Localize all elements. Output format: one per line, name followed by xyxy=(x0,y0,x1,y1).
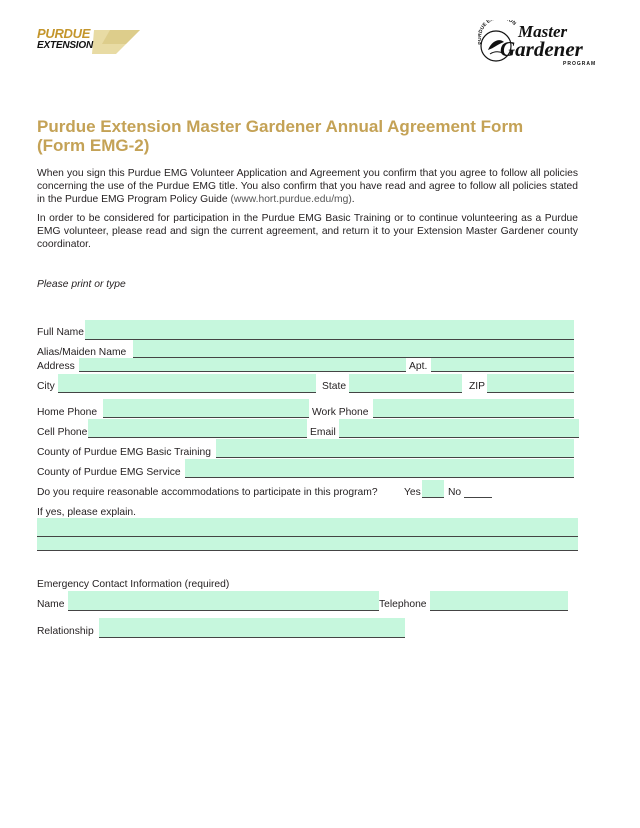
intro-paragraph-2: In order to be considered for participation in the Purdue EMG Basic Training or to continue volunteering as a Purdue EMG volunteer, please read and sign the current agreement, and return it to your Extension Master Gardener county coordinator. xyxy=(37,213,578,250)
county-service-field[interactable] xyxy=(185,459,574,478)
gardener-wordmark: Gardener xyxy=(500,37,583,61)
explain-field-line-1[interactable] xyxy=(37,518,578,537)
title-line-1: Purdue Extension Master Gardener Annual Agreement Form xyxy=(37,117,524,136)
cell-phone-label: Cell Phone xyxy=(37,427,88,438)
address-field[interactable] xyxy=(79,358,406,372)
extension-wordmark: EXTENSION xyxy=(37,40,93,51)
apt-label: Apt. xyxy=(409,361,428,372)
zip-label: ZIP xyxy=(469,381,486,392)
state-field[interactable] xyxy=(349,374,462,393)
title-line-2: (Form EMG-2) xyxy=(37,136,150,155)
yes-field[interactable] xyxy=(422,480,444,498)
email-field[interactable] xyxy=(339,419,579,438)
county-training-label: County of Purdue EMG Basic Training xyxy=(37,447,211,458)
full-name-field[interactable] xyxy=(85,320,574,340)
no-label: No xyxy=(448,487,462,498)
intro-paragraph-1 xyxy=(37,167,578,206)
telephone-field[interactable] xyxy=(430,591,568,611)
program-wordmark: PROGRAM xyxy=(563,61,597,67)
accommodations-question: Do you require reasonable accommodations to participate in this program? xyxy=(37,487,378,498)
purdue-wordmark: PURDUE xyxy=(37,26,91,41)
county-training-field[interactable] xyxy=(216,439,574,458)
relationship-field[interactable] xyxy=(99,618,405,638)
intro-p1-end: . xyxy=(351,194,355,205)
logo-arc-text: DUE E ON xyxy=(478,20,517,35)
city-field[interactable] xyxy=(58,374,316,393)
zip-field[interactable] xyxy=(487,374,574,393)
yes-label: Yes xyxy=(404,487,421,498)
cell-phone-field[interactable] xyxy=(88,419,307,438)
apt-field[interactable] xyxy=(431,358,574,372)
emergency-heading: Emergency Contact Information (required) xyxy=(37,579,230,590)
county-service-label: County of Purdue EMG Service xyxy=(37,467,181,478)
work-phone-label: Work Phone xyxy=(312,407,369,418)
city-label: City xyxy=(37,381,55,392)
address-label: Address xyxy=(37,361,75,372)
no-field[interactable] xyxy=(464,480,492,498)
emergency-name-label: Name xyxy=(37,599,65,610)
telephone-label: Telephone xyxy=(379,599,427,610)
intro-p1-text: When you sign this Purdue EMG Volunteer Application and Agreement you confirm that you agree to follow all policies concerning the use of the Purdue EMG title. You also confirm that you have read and agree to follow all policies stated in the Purdue EMG Program Policy Guide xyxy=(37,168,578,205)
policy-guide-link[interactable]: (www.hort.purdue.edu/mg) xyxy=(230,194,352,205)
explain-label: If yes, please explain. xyxy=(37,507,137,518)
alias-label: Alias/Maiden Name xyxy=(37,347,127,358)
page-title xyxy=(37,117,597,155)
explain-field-line-2[interactable] xyxy=(37,537,578,551)
home-phone-label: Home Phone xyxy=(37,407,98,418)
work-phone-field[interactable] xyxy=(373,399,574,418)
relationship-label: Relationship xyxy=(37,626,94,637)
full-name-label: Full Name xyxy=(37,327,84,338)
email-label: Email xyxy=(310,427,336,438)
home-phone-field[interactable] xyxy=(103,399,309,418)
emergency-name-field[interactable] xyxy=(68,591,379,611)
state-label: State xyxy=(322,381,347,392)
alias-field[interactable] xyxy=(133,340,574,358)
print-instructions: Please print or type xyxy=(37,279,126,290)
master-wordmark: Master xyxy=(518,22,568,41)
